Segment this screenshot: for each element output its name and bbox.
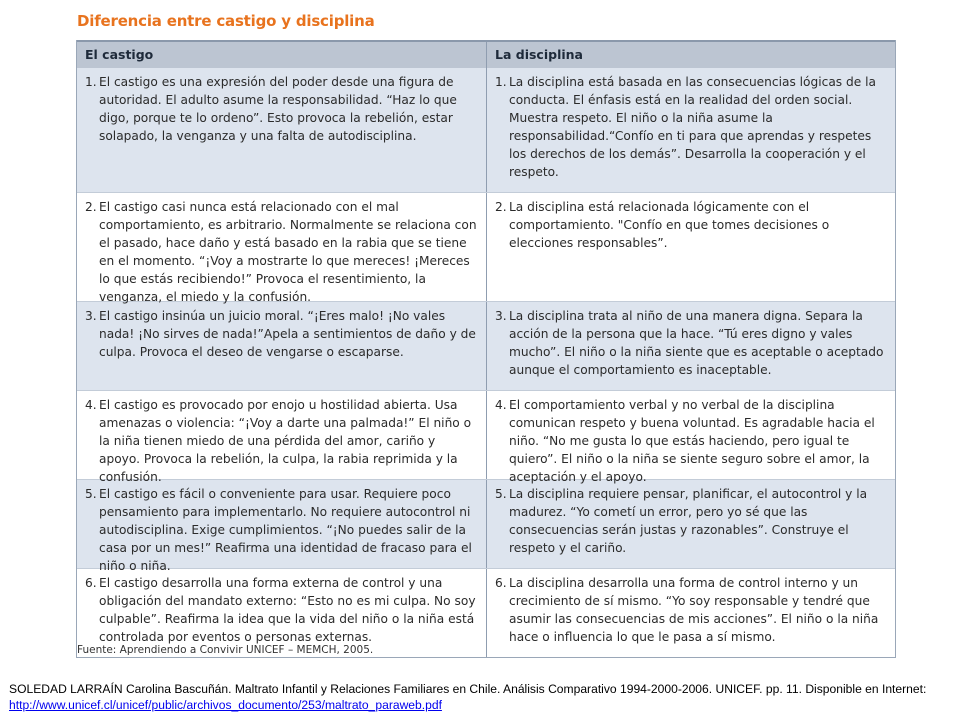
document-title: Diferencia entre castigo y disciplina xyxy=(77,12,375,30)
disciplina-cell xyxy=(486,391,895,484)
castigo-cell xyxy=(77,302,486,390)
castigo-cell xyxy=(77,193,486,304)
table-row xyxy=(77,301,895,390)
item-number: 4. xyxy=(85,398,97,412)
disciplina-cell xyxy=(486,193,895,301)
item-text: La disciplina desarrolla una forma de control interno y un crecimiento de sí mismo. “Yo soy responsable y tendré que asumir las consecuencias de mis acciones”. El niño o la niña hace o influencia lo que le pasa a sí mismo. xyxy=(509,576,879,644)
header-disciplina: La disciplina xyxy=(486,42,895,68)
item-number: 1. xyxy=(495,75,507,89)
source-note: Fuente: Aprendiendo a Convivir UNICEF – MEMCH, 2005. xyxy=(77,644,374,656)
item-text: La disciplina está basada en las consecuencias lógicas de la conducta. El énfasis está en la realidad del orden social. Muestra respeto. El niño o la niña asume la responsabilidad.“Confío en ti para que aprendas y respetes los derechos de los demás”. Desarrolla la cooperación y el respeto. xyxy=(509,75,876,179)
citation-text: SOLEDAD LARRAÍN Carolina Bascuñán. Maltrato Infantil y Relaciones Familiares en Chile. Análisis Comparativo 1994-2000-2006. UNICEF. pp. 11. Disponible en Internet: xyxy=(9,682,927,696)
table-row xyxy=(77,192,895,304)
comparison-table xyxy=(76,40,896,658)
item-text: El castigo es fácil o conveniente para usar. Requiere poco pensamiento para implementarlo. No requiere autocontrol ni autodisciplina. Exige cumplimientos. “¡No puedes salir de la casa por un mes!” Reafirma una identidad de fracaso para el niño o niña. xyxy=(99,487,472,573)
table-row xyxy=(77,390,895,484)
item-number: 4. xyxy=(495,398,507,412)
item-number: 5. xyxy=(85,487,97,501)
item-text: El castigo desarrolla una forma externa de control y una obligación del mandato externo: “Esto no es mi culpa. No soy culpable”. Reafirma la idea que la vida del niño o la niña está controlada por eventos o personas externas. xyxy=(99,576,476,644)
item-number: 1. xyxy=(85,75,97,89)
citation-link[interactable]: http://www.unicef.cl/unicef/public/archivos_documento/253/maltrato_paraweb.pdf xyxy=(9,698,442,712)
castigo-cell xyxy=(77,391,486,484)
castigo-cell xyxy=(77,68,486,192)
item-text: La disciplina trata al niño de una manera digna. Separa la acción de la persona que la hace. “Tú eres digno y vales mucho”. El niño o la niña siente que es aceptable o aceptado aunque el comportamiento es inaceptable. xyxy=(509,309,884,377)
item-number: 3. xyxy=(495,309,507,323)
disciplina-cell xyxy=(486,569,895,657)
citation xyxy=(9,681,955,713)
item-number: 5. xyxy=(495,487,507,501)
item-number: 6. xyxy=(85,576,97,590)
item-text: El comportamiento verbal y no verbal de la disciplina comunican respeto y buena voluntad. Es agradable hacia el niño. “No me gusta lo que estás haciendo, pero igual te quiero”. El niño o la niña se siente seguro sobre el amor, la aceptación y el apoyo. xyxy=(509,398,875,484)
item-text: El castigo es una expresión del poder desde una figura de autoridad. El adulto asume la responsabilidad. “Haz lo que digo, porque te lo ordeno”. Esto provoca la rebelión, estar solapado, la venganza y una falta de autodisciplina. xyxy=(99,75,457,143)
item-number: 6. xyxy=(495,576,507,590)
item-text: La disciplina está relacionada lógicamente con el comportamiento. "Confío en que tomes decisiones o elecciones responsables”. xyxy=(509,200,830,250)
item-number: 2. xyxy=(85,200,97,214)
table-header xyxy=(77,40,895,68)
item-number: 3. xyxy=(85,309,97,323)
item-number: 2. xyxy=(495,200,507,214)
disciplina-cell xyxy=(486,68,895,192)
item-text: El castigo casi nunca está relacionado con el mal comportamiento, es arbitrario. Normalmente se relaciona con el pasado, hace daño y está basado en la rabia que se tiene en el momento. “¡Voy a mostrarte lo que mereces! ¡Mereces lo que estás recibiendo!” Provoca el resentimiento, la venganza, el miedo y la confusión. xyxy=(99,200,477,304)
item-text: El castigo es provocado por enojo u hostilidad abierta. Usa amenazas o violencia: “¡Voy a darte una palmada!” El niño o la niña tienen miedo de una pérdida del amor, cariño y apoyo. Provoca la rebelión, la culpa, la rabia reprimida y la confusión. xyxy=(99,398,472,484)
table-row xyxy=(77,479,895,573)
disciplina-cell xyxy=(486,302,895,390)
table-row xyxy=(77,68,895,192)
item-text: La disciplina requiere pensar, planificar, el autocontrol y la madurez. “Yo cometí un error, pero yo sé que las consecuencias serán justas y razonables”. Construye el respeto y el cariño. xyxy=(509,487,868,555)
header-castigo: El castigo xyxy=(85,47,154,62)
disciplina-cell xyxy=(486,480,895,568)
item-text: El castigo insinúa un juicio moral. “¡Eres malo! ¡No vales nada! ¡No sirves de nada!”Apela a sentimientos de daño y de culpa. Provoca el deseo de vengarse o escaparse. xyxy=(99,309,476,359)
castigo-cell xyxy=(77,480,486,573)
